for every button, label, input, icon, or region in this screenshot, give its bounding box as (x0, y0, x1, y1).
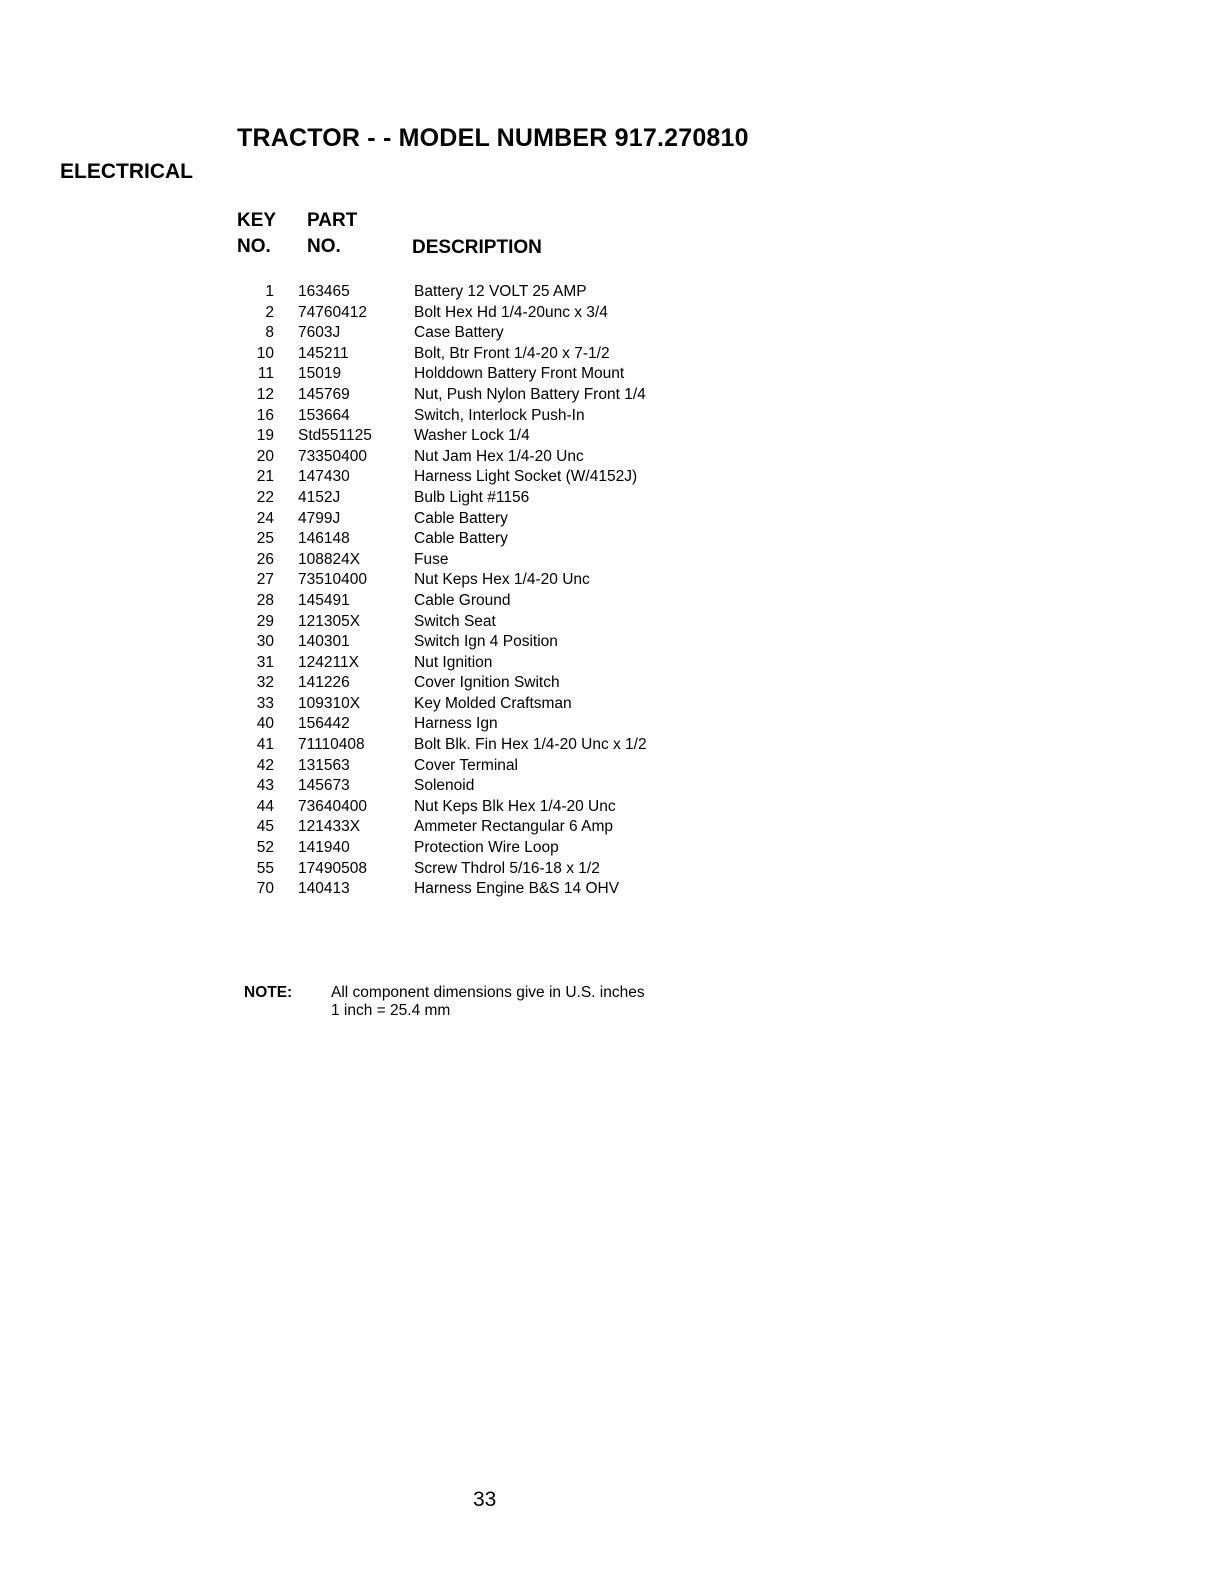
table-row (232, 344, 647, 365)
key-number-cell: 32 (256, 674, 274, 692)
part-number-cell: 124211X (298, 653, 359, 671)
key-number-cell: 27 (256, 571, 274, 589)
description-cell: Key Molded Craftsman (414, 694, 572, 712)
description-cell: Fuse (414, 550, 449, 568)
part-number-cell: 145673 (298, 777, 350, 795)
key-number-cell: 43 (256, 777, 274, 795)
table-row (232, 323, 647, 344)
part-number-cell: 147430 (298, 468, 350, 486)
description-cell: Washer Lock 1/4 (414, 427, 530, 445)
part-number-cell: 141940 (298, 839, 350, 857)
key-number-cell: 21 (256, 468, 274, 486)
table-row (232, 364, 647, 385)
part-number-cell: 145769 (298, 385, 350, 403)
table-row (232, 735, 647, 756)
header-description: DESCRIPTION (412, 237, 542, 258)
key-number-cell: 33 (256, 694, 274, 712)
part-number-cell: 108824X (298, 550, 361, 568)
parts-table-body (232, 282, 647, 900)
page-number: 33 (473, 1488, 497, 1511)
key-number-cell: 10 (256, 344, 274, 362)
part-number-cell: 7603J (298, 324, 341, 342)
part-number-cell: 121305X (298, 612, 361, 630)
part-number-cell: 4152J (298, 488, 341, 506)
description-cell: Cover Ignition Switch (414, 674, 560, 692)
description-cell: Harness Engine B&S 14 OHV (414, 880, 620, 898)
key-number-cell: 19 (256, 427, 274, 445)
key-number-cell: 26 (256, 550, 274, 568)
key-number-cell: 40 (256, 715, 274, 733)
key-number-cell: 44 (256, 797, 274, 815)
description-cell: Switch, Interlock Push-In (414, 406, 585, 424)
part-number-cell: 73510400 (298, 571, 367, 589)
description-cell: Bolt Hex Hd 1/4-20unc x 3/4 (414, 303, 608, 321)
description-cell: Bolt Blk. Fin Hex 1/4-20 Unc x 1/2 (414, 736, 647, 754)
part-number-cell: 15019 (298, 365, 342, 383)
key-number-cell: 31 (256, 653, 274, 671)
part-number-cell: 74760412 (298, 303, 367, 321)
table-row (232, 756, 647, 777)
description-cell: Case Battery (414, 324, 504, 342)
description-cell: Nut Keps Blk Hex 1/4-20 Unc (414, 797, 616, 815)
table-row (232, 570, 647, 591)
key-number-cell: 28 (256, 591, 274, 609)
table-row (232, 612, 647, 633)
key-number-cell: 11 (257, 365, 274, 383)
part-number-cell: 71110408 (298, 736, 365, 754)
description-cell: Nut Ignition (414, 653, 493, 671)
description-cell: Solenoid (414, 777, 475, 795)
page-title: TRACTOR - - MODEL NUMBER 917.270810 (237, 124, 749, 152)
key-number-cell: 1 (265, 283, 274, 300)
part-number-cell: 73640400 (298, 797, 367, 815)
section-heading: ELECTRICAL (60, 160, 193, 183)
table-row (232, 838, 647, 859)
description-cell: Cable Battery (414, 530, 508, 548)
header-part-line1: PART (307, 210, 358, 231)
table-row (232, 817, 647, 838)
description-cell: Bolt, Btr Front 1/4-20 x 7-1/2 (414, 344, 610, 362)
table-row (232, 714, 647, 735)
key-number-cell: 2 (265, 303, 274, 321)
part-number-cell: 121433X (298, 818, 361, 836)
description-cell: Battery 12 VOLT 25 AMP (414, 283, 587, 300)
table-row (232, 797, 647, 818)
part-number-cell: 109310X (298, 694, 361, 712)
key-number-cell: 30 (256, 633, 274, 651)
description-cell: Cover Terminal (414, 756, 518, 774)
header-key-line2: NO. (237, 236, 271, 257)
part-number-cell: 4799J (298, 509, 341, 527)
part-number-cell: 141226 (298, 674, 350, 692)
part-number-cell: 73350400 (298, 447, 367, 465)
key-number-cell: 12 (256, 385, 274, 403)
table-row (232, 447, 647, 468)
description-cell: Harness Light Socket (W/4152J) (414, 468, 638, 486)
table-row (232, 879, 647, 900)
part-number-cell: 131563 (298, 756, 350, 774)
description-cell: Holddown Battery Front Mount (414, 365, 625, 383)
table-row (232, 591, 647, 612)
key-number-cell: 29 (256, 612, 274, 630)
table-row (232, 776, 647, 797)
table-row (232, 632, 647, 653)
part-number-cell: 145211 (298, 344, 349, 362)
table-row (232, 282, 647, 303)
description-cell: Cable Battery (414, 509, 508, 527)
key-number-cell: 25 (256, 530, 274, 548)
note-line-1: All component dimensions give in U.S. inches (331, 984, 645, 1001)
table-row (232, 694, 647, 715)
table-row (232, 385, 647, 406)
description-cell: Bulb Light #1156 (414, 488, 530, 506)
table-row (232, 488, 647, 509)
note-line-2: 1 inch = 25.4 mm (331, 1002, 451, 1019)
table-row (232, 467, 647, 488)
part-number-cell: 17490508 (298, 859, 367, 877)
description-cell: Cable Ground (414, 591, 511, 609)
description-cell: Protection Wire Loop (414, 839, 559, 857)
description-cell: Ammeter Rectangular 6 Amp (414, 818, 614, 836)
table-row (232, 859, 647, 880)
header-part-line2: NO. (307, 236, 341, 257)
key-number-cell: 22 (256, 488, 274, 506)
description-cell: Nut Jam Hex 1/4-20 Unc (414, 447, 584, 465)
part-number-cell: 163465 (298, 283, 350, 300)
table-row (232, 406, 647, 427)
table-row (232, 550, 647, 571)
table-row (232, 509, 647, 530)
description-cell: Screw Thdrol 5/16-18 x 1/2 (414, 859, 600, 877)
table-row (232, 673, 647, 694)
note-label: NOTE: (244, 984, 293, 1001)
key-number-cell: 45 (256, 818, 274, 836)
description-cell: Switch Ign 4 Position (414, 633, 558, 651)
key-number-cell: 24 (256, 509, 274, 527)
part-number-cell: 145491 (298, 591, 350, 609)
description-cell: Nut Keps Hex 1/4-20 Unc (414, 571, 590, 589)
key-number-cell: 41 (256, 736, 274, 754)
part-number-cell: 153664 (298, 406, 350, 424)
key-number-cell: 16 (256, 406, 274, 424)
key-number-cell: 55 (256, 859, 274, 877)
header-key-line1: KEY (237, 210, 277, 231)
table-row (232, 653, 647, 674)
table-row (232, 426, 647, 447)
part-number-cell: 156442 (298, 715, 350, 733)
part-number-cell: 140301 (298, 633, 350, 651)
key-number-cell: 8 (265, 324, 274, 342)
key-number-cell: 52 (256, 839, 274, 857)
part-number-cell: 140413 (298, 880, 350, 898)
key-number-cell: 42 (256, 756, 274, 774)
key-number-cell: 70 (256, 880, 274, 898)
key-number-cell: 20 (256, 447, 274, 465)
part-number-cell: Std551125 (298, 427, 372, 445)
description-cell: Switch Seat (414, 612, 496, 630)
description-cell: Nut, Push Nylon Battery Front 1/4 (414, 385, 646, 403)
part-number-cell: 146148 (298, 530, 350, 548)
table-row (232, 529, 647, 550)
description-cell: Harness Ign (414, 715, 498, 733)
table-row (232, 303, 647, 324)
parts-table (232, 282, 647, 900)
